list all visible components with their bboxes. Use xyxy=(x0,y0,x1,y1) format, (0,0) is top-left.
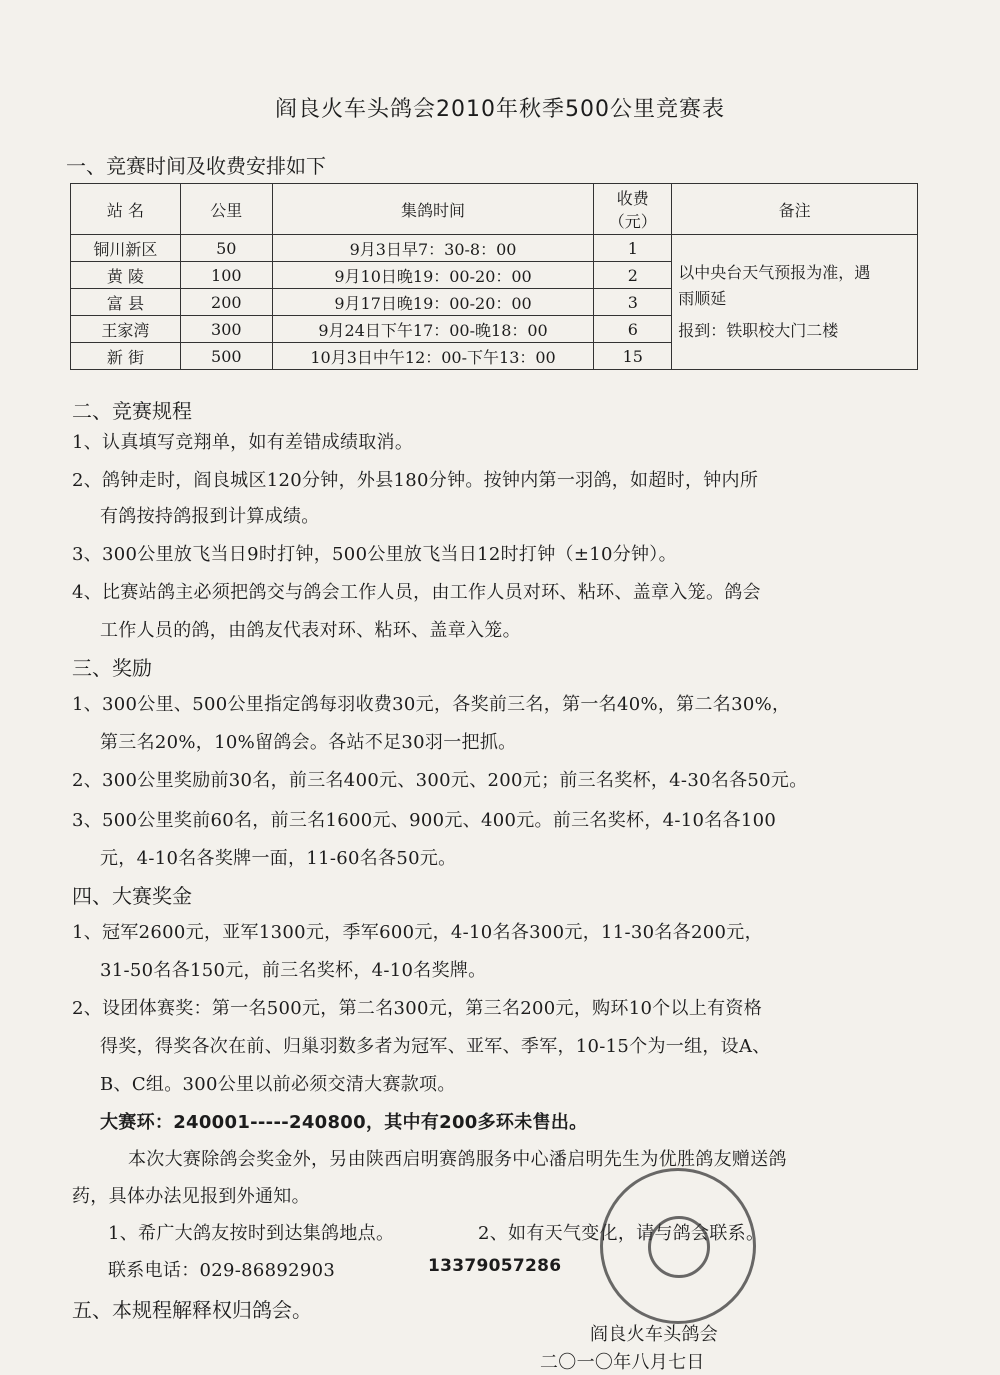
table-header-row xyxy=(71,184,918,235)
contact-phone: 联系电话：029-86892903 xyxy=(108,1260,336,1281)
cell-km: 300 xyxy=(180,316,272,343)
cell-fee: 15 xyxy=(594,343,672,370)
cell-station: 王家湾 xyxy=(71,316,181,343)
rule-line: 2、鸽钟走时，阎良城区120分钟，外县180分钟。按钟内第一羽鸽，如超时，钟内所 xyxy=(72,470,759,491)
cell-km: 100 xyxy=(180,262,272,289)
prize-line: 1、冠军2600元，亚军1300元，季军600元，4-10名各300元，11-30名各200元， xyxy=(72,922,763,943)
header-km: 公里 xyxy=(180,184,272,235)
section-2-heading: 二、竞赛规程 xyxy=(72,399,192,423)
document-title: 阎良火车头鸽会2010年秋季500公里竞赛表 xyxy=(275,97,725,122)
cell-fee: 3 xyxy=(594,289,672,316)
cell-station: 富 县 xyxy=(71,289,181,316)
rule-line: 工作人员的鸽，由鸽友代表对环、粘环、盖章入笼。 xyxy=(100,620,521,641)
cell-km: 50 xyxy=(180,235,272,262)
contact-mobile: 13379057286 xyxy=(428,1256,562,1276)
notice-2: 2、如有天气变化，请与鸽会联系。 xyxy=(478,1223,765,1244)
cell-station: 新 街 xyxy=(71,343,181,370)
seal-emblem-icon xyxy=(648,1216,710,1278)
rule-line: 3、300公里放飞当日9时打钟，500公里放飞当日12时打钟（±10分钟）。 xyxy=(72,544,677,565)
cell-km: 500 xyxy=(180,343,272,370)
header-fee: 收费 （元） xyxy=(594,184,672,235)
extra-line: 本次大赛除鸽会奖金外，另由陕西启明赛鸽服务中心潘启明先生为优胜鸽友赠送鸽 xyxy=(128,1149,787,1170)
cell-time: 9月3日早7：30-8：00 xyxy=(272,235,594,262)
rule-line: 4、比赛站鸽主必须把鸽交与鸽会工作人员，由工作人员对环、粘环、盖章入笼。鸽会 xyxy=(72,582,761,603)
extra-line: 药，具体办法见报到外通知。 xyxy=(72,1186,310,1207)
prize-line: 31-50名各150元，前三名奖杯，4-10名奖牌。 xyxy=(100,960,487,981)
cell-station: 黄 陵 xyxy=(71,262,181,289)
official-seal-stamp xyxy=(600,1168,756,1324)
award-line: 第三名20%，10%留鸽会。各站不足30羽一把抓。 xyxy=(100,732,517,753)
prize-line: 得奖，得奖各次在前、归巢羽数多者为冠军、亚军、季军，10-15个为一组，设A、 xyxy=(100,1036,771,1057)
section-1-heading: 一、竞赛时间及收费安排如下 xyxy=(66,154,326,178)
cell-time: 9月24日下午17：00-晚18：00 xyxy=(272,316,594,343)
header-time: 集鸽时间 xyxy=(272,184,594,235)
section-3-heading: 三、奖励 xyxy=(72,656,152,680)
prize-line: 2、设团体赛奖：第一名500元，第二名300元，第三名200元，购环10个以上有资格 xyxy=(72,998,763,1019)
notice-1: 1、希广大鸽友按时到达集鸽地点。 xyxy=(108,1223,395,1244)
schedule-table xyxy=(70,183,918,370)
cell-note xyxy=(672,235,918,370)
rule-line: 1、认真填写竞翔单，如有差错成绩取消。 xyxy=(72,432,414,453)
award-line: 元，4-10名各奖牌一面，11-60名各50元。 xyxy=(100,848,457,869)
cell-station: 铜川新区 xyxy=(71,235,181,262)
ring-range: 大赛环：240001-----240800，其中有200多环未售出。 xyxy=(100,1112,588,1133)
note-line: 报到：铁职校大门二楼 xyxy=(678,321,839,340)
award-line: 1、300公里、500公里指定鸽每羽收费30元，各奖前三名，第一名40%，第二名30%， xyxy=(72,694,791,715)
signature: 阎良火车头鸽会 xyxy=(590,1324,719,1345)
award-line: 3、500公里奖前60名，前三名1600元、900元、400元。前三名奖杯，4-10名各100 xyxy=(72,810,777,831)
section-5-heading: 五、本规程解释权归鸽会。 xyxy=(72,1298,312,1322)
rule-line: 有鸽按持鸽报到计算成绩。 xyxy=(100,506,320,527)
cell-time: 9月10日晚19：00-20：00 xyxy=(272,262,594,289)
prize-line: B、C组。300公里以前必须交清大赛款项。 xyxy=(100,1074,456,1095)
cell-fee: 1 xyxy=(594,235,672,262)
section-4-heading: 四、大赛奖金 xyxy=(72,884,192,908)
date: 二〇一〇年八月七日 xyxy=(540,1352,705,1373)
cell-km: 200 xyxy=(180,289,272,316)
header-note: 备注 xyxy=(672,184,918,235)
cell-fee: 6 xyxy=(594,316,672,343)
cell-time: 9月17日晚19：00-20：00 xyxy=(272,289,594,316)
table-row xyxy=(71,235,918,262)
header-station: 站 名 xyxy=(71,184,181,235)
cell-time: 10月3日中午12：00-下午13：00 xyxy=(272,343,594,370)
cell-fee: 2 xyxy=(594,262,672,289)
award-line: 2、300公里奖励前30名，前三名400元、300元、200元；前三名奖杯，4-30名各50元。 xyxy=(72,770,808,791)
note-line: 雨顺延 xyxy=(678,289,727,308)
note-line: 以中央台天气预报为准，遇 xyxy=(678,263,871,282)
